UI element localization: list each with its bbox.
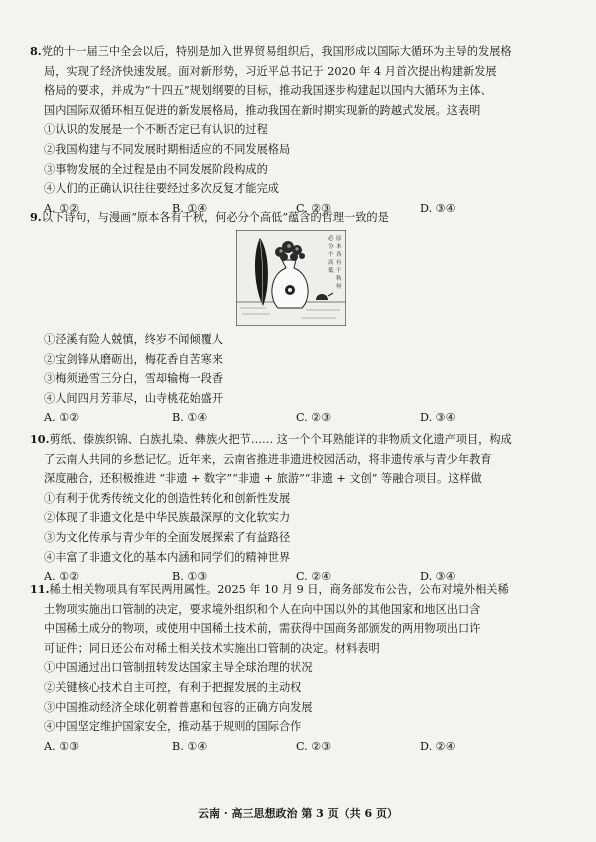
stem-line: 国内国际双循环相互促进的新发展格局，推动我国在新时期实现新的跨越式发展。这表明 — [44, 103, 481, 117]
choice-c: C. ②③ — [296, 739, 332, 753]
choice-c: C. ②④ — [296, 570, 332, 584]
question-8 — [30, 42, 576, 218]
choice-b: B. ①③ — [172, 570, 208, 584]
stem-line: 党的十一届三中全会以后，特别是加入世界贸易组织后，我国形成以国际大循环为主导的发展格 — [41, 45, 512, 58]
choice-d: D. ③④ — [420, 411, 456, 425]
option-2: ②体现了非遗文化是中华民族最深厚的文化软实力 — [44, 511, 291, 525]
choice-a: A. ①② — [44, 570, 80, 584]
choice-d: D. ②④ — [420, 739, 456, 753]
question-number: 10. — [30, 432, 50, 446]
question-stem — [30, 580, 576, 658]
question-number: 9. — [30, 210, 42, 224]
cartoon-drawing — [236, 230, 346, 326]
stem-line: 可证件；同日还公布对稀土相关技术实施出口管制的决定。材料表明 — [44, 641, 380, 655]
choice-c: C. ②③ — [296, 411, 332, 425]
question-9-options — [30, 330, 576, 428]
option-1: ①认识的发展是一个不断否定已有认识的过程 — [44, 123, 268, 137]
option-4: ④人们的正确认识往往要经过多次反复才能完成 — [44, 182, 279, 196]
option-2: ②关键核心技术自主可控，有利于把握发展的主动权 — [44, 680, 302, 694]
stem-line: 格局的要求，并成为“十四五”规划纲要的目标，推动我国逐步构建起以国内大循环为主体、 — [44, 84, 492, 98]
option-3: ③中国推动经济全球化朝着普惠和包容的正确方向发展 — [44, 700, 313, 714]
choice-a: A. ①② — [44, 201, 80, 215]
stem-line: 以下诗句，与漫画“原本各有千秋，何必分个高低”蕴含的哲理一致的是 — [41, 211, 389, 224]
option-2: ②宝剑锋从磨砺出，梅花香自苦寒来 — [44, 352, 224, 366]
choice-b: B. ①④ — [172, 201, 208, 215]
option-2: ②我国构建与不同发展时期相适应的不同发展格局 — [44, 142, 291, 156]
cartoon-caption: 原本各有千秋何必分个高低 — [328, 236, 342, 290]
answer-choices — [30, 408, 576, 428]
option-1: ①有利于优秀传统文化的创造性转化和创新性发展 — [44, 491, 291, 505]
stem-line: 土物项实施出口管制的决定，要求境外组织和个人在向中国以外的其他国家和地区出口含 — [44, 602, 481, 616]
option-3: ③事物发展的全过程是由不同发展阶段构成的 — [44, 162, 268, 176]
stem-line: 局，实现了经济快速发展。面对新形势，习近平总书记于 2020 年 4 月首次提出构建新发展 — [44, 64, 497, 78]
option-3: ③为文化传承与青少年的全面发展探索了有益路径 — [44, 530, 291, 544]
choice-d: D. ③④ — [420, 570, 456, 584]
option-1: ①中国通过出口管制扭转发达国家主导全球治理的状况 — [44, 661, 313, 675]
option-4: ④人间四月芳菲尽，山寺桃花始盛开 — [44, 391, 224, 405]
option-4: ④丰富了非遗文化的基本内涵和同学们的精神世界 — [44, 550, 291, 564]
choice-a: A. ①② — [44, 411, 80, 425]
stem-line: 了云南人共同的乡愁记忆。近年来，云南省推进非遗进校园活动，将非遗传承与青少年教育 — [44, 452, 492, 466]
question-9 — [30, 208, 576, 228]
choice-a: A. ①③ — [44, 739, 80, 753]
stem-line: 稀土相关物项具有军民两用属性。2025 年 10 月 9 日，商务部发布公告，公布对境外相关稀 — [49, 583, 509, 596]
stem-line: 中国稀土成分的物项，或使用中国稀土技术前，需获得中国商务部颁发的两用物项出口许 — [44, 622, 481, 636]
option-1: ①泾溪有险人兢慎，终岁不闻倾覆人 — [44, 333, 224, 346]
choice-c: C. ②③ — [296, 201, 332, 215]
stem-line: 剪纸、傣族织锦、白族扎染、彝族火把节…… 这一个个耳熟能详的非物质文化遗产项目，构成 — [49, 433, 512, 446]
stem-line: 深度融合，还积极推进 “非遗 + 数字”“非遗 + 旅游”“非遗 + 文创” 等融合项目。这样做 — [44, 472, 482, 486]
question-10 — [30, 430, 576, 587]
question-stem — [30, 42, 576, 120]
cartoon-image — [236, 230, 346, 326]
answer-choices — [30, 737, 576, 757]
choice-d: D. ③④ — [420, 201, 456, 215]
choice-b: B. ①④ — [172, 739, 208, 753]
page-footer: 云南 · 高三思想政治 第 3 页（共 6 页） — [198, 807, 398, 820]
question-stem — [30, 430, 576, 489]
question-11 — [30, 580, 576, 756]
option-3: ③梅须逊雪三分白，雪却输梅一段香 — [44, 372, 224, 386]
question-stem — [30, 208, 576, 228]
question-number: 11. — [30, 582, 50, 596]
question-number: 8. — [30, 44, 42, 58]
option-4: ④中国坚定维护国家安全，推动基于规则的国际合作 — [44, 720, 302, 734]
choice-b: B. ①④ — [172, 411, 208, 425]
